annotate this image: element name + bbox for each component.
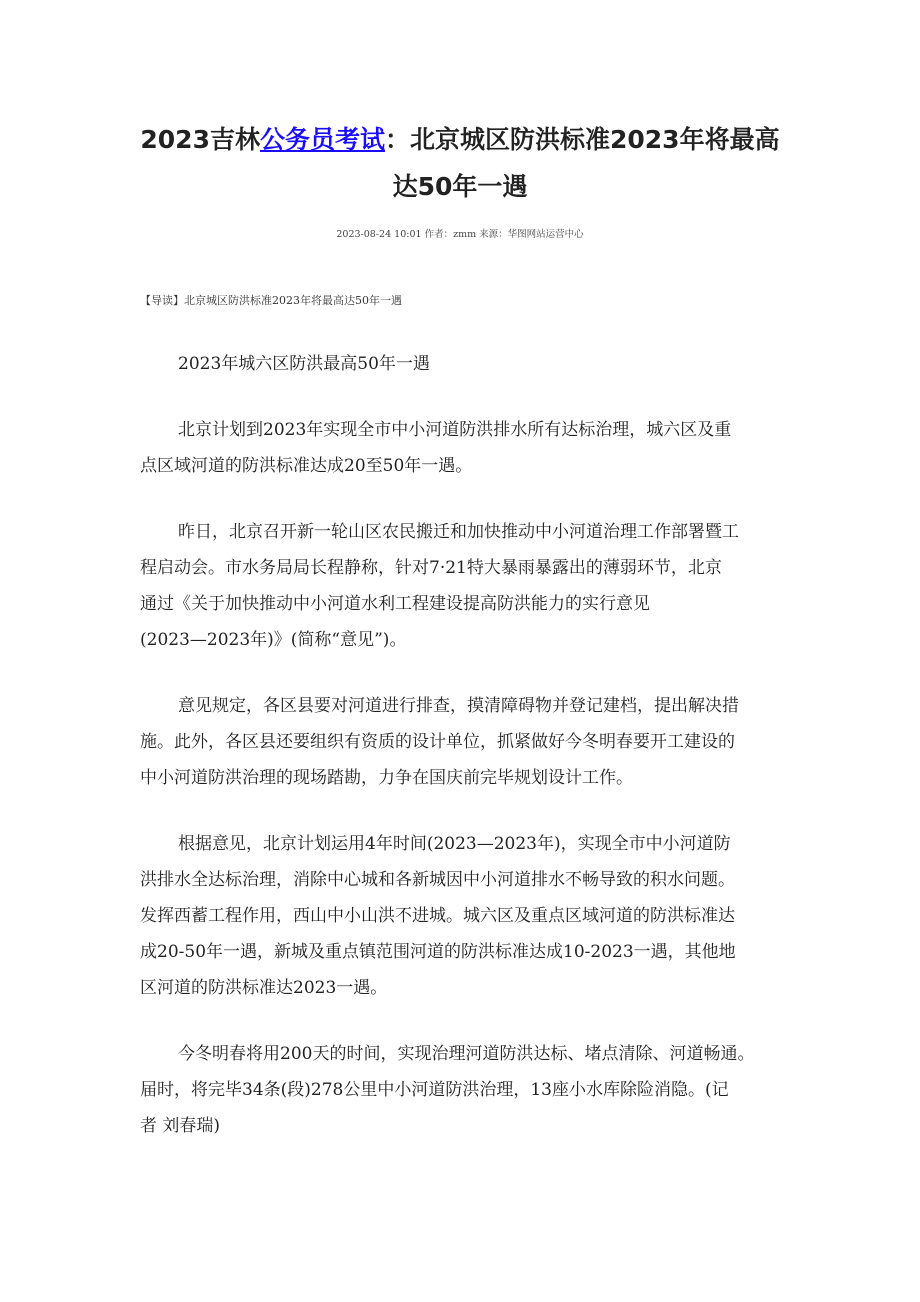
paragraph: [140, 412, 790, 484]
article-lead: 【导读】北京城区防洪标准2023年将最高达50年一遇: [140, 294, 402, 307]
paragraph-line: 届时，将完毕34条(段)278公里中小河道防洪治理，13座小水库除险消隐。(记: [140, 1080, 729, 1100]
paragraph-line: 者 刘春瑞): [140, 1116, 221, 1136]
paragraph-line: 点区域河道的防洪标准达成20至50年一遇。: [140, 456, 473, 476]
paragraph-line: 北京计划到2023年实现全市中小河道防洪排水所有达标治理，城六区及重: [178, 420, 732, 440]
paragraph-line: 程启动会。市水务局局长程静称，针对7·21特大暴雨暴露出的薄弱环节，北京: [140, 558, 722, 578]
title-text: 达50年一遇: [392, 172, 528, 201]
paragraph-line: 根据意见，北京计划运用4年时间(2023—2023年)，实现全市中小河道防: [178, 834, 731, 854]
paragraph-line: 意见规定，各区县要对河道进行排查，摸清障碍物并登记建档，提出解决措: [178, 696, 739, 716]
paragraph: [140, 514, 790, 658]
paragraph-line: (2023—2023年)》(简称“意见”)。: [140, 630, 407, 650]
exam-link[interactable]: 公务员考试: [259, 125, 385, 154]
paragraph: [140, 826, 790, 1006]
paragraph: [140, 1036, 790, 1144]
paragraph: [140, 688, 790, 796]
title-text: ：北京城区防洪标准2023年将最高: [385, 125, 780, 154]
paragraph-line: 2023年城六区防洪最高50年一遇: [178, 354, 430, 374]
paragraph: [140, 346, 790, 382]
article-meta: 2023-08-24 10:01 作者：zmm 来源：华图网站运营中心: [336, 229, 584, 240]
paragraph-line: 昨日，北京召开新一轮山区农民搬迁和加快推动中小河道治理工作部署暨工: [178, 522, 739, 542]
paragraph-line: 区河道的防洪标准达2023一遇。: [140, 978, 388, 998]
paragraph-line: 施。此外，各区县还要组织有资质的设计单位，抓紧做好今冬明春要开工建设的: [140, 732, 735, 752]
paragraph-line: 通过《关于加快推动中小河道水利工程建设提高防洪能力的实行意见: [140, 594, 650, 614]
paragraph-line: 发挥西蓄工程作用，西山中小山洪不进城。城六区及重点区域河道的防洪标准达: [140, 906, 735, 926]
paragraph-line: 洪排水全达标治理，消除中心城和各新城因中小河道排水不畅导致的积水问题。: [140, 870, 735, 890]
paragraph-line: 成20-50年一遇，新城及重点镇范围河道的防洪标准达成10-2023一遇，其他地: [140, 942, 736, 962]
paragraph-line: 今冬明春将用200天的时间，实现治理河道防洪达标、堵点清除、河道畅通。: [178, 1044, 755, 1064]
paragraph-line: 中小河道防洪治理的现场踏勘，力争在国庆前完毕规划设计工作。: [140, 768, 633, 788]
title-text: 2023吉林: [140, 125, 260, 154]
article-title: [120, 116, 800, 210]
article-body: [140, 346, 790, 1174]
